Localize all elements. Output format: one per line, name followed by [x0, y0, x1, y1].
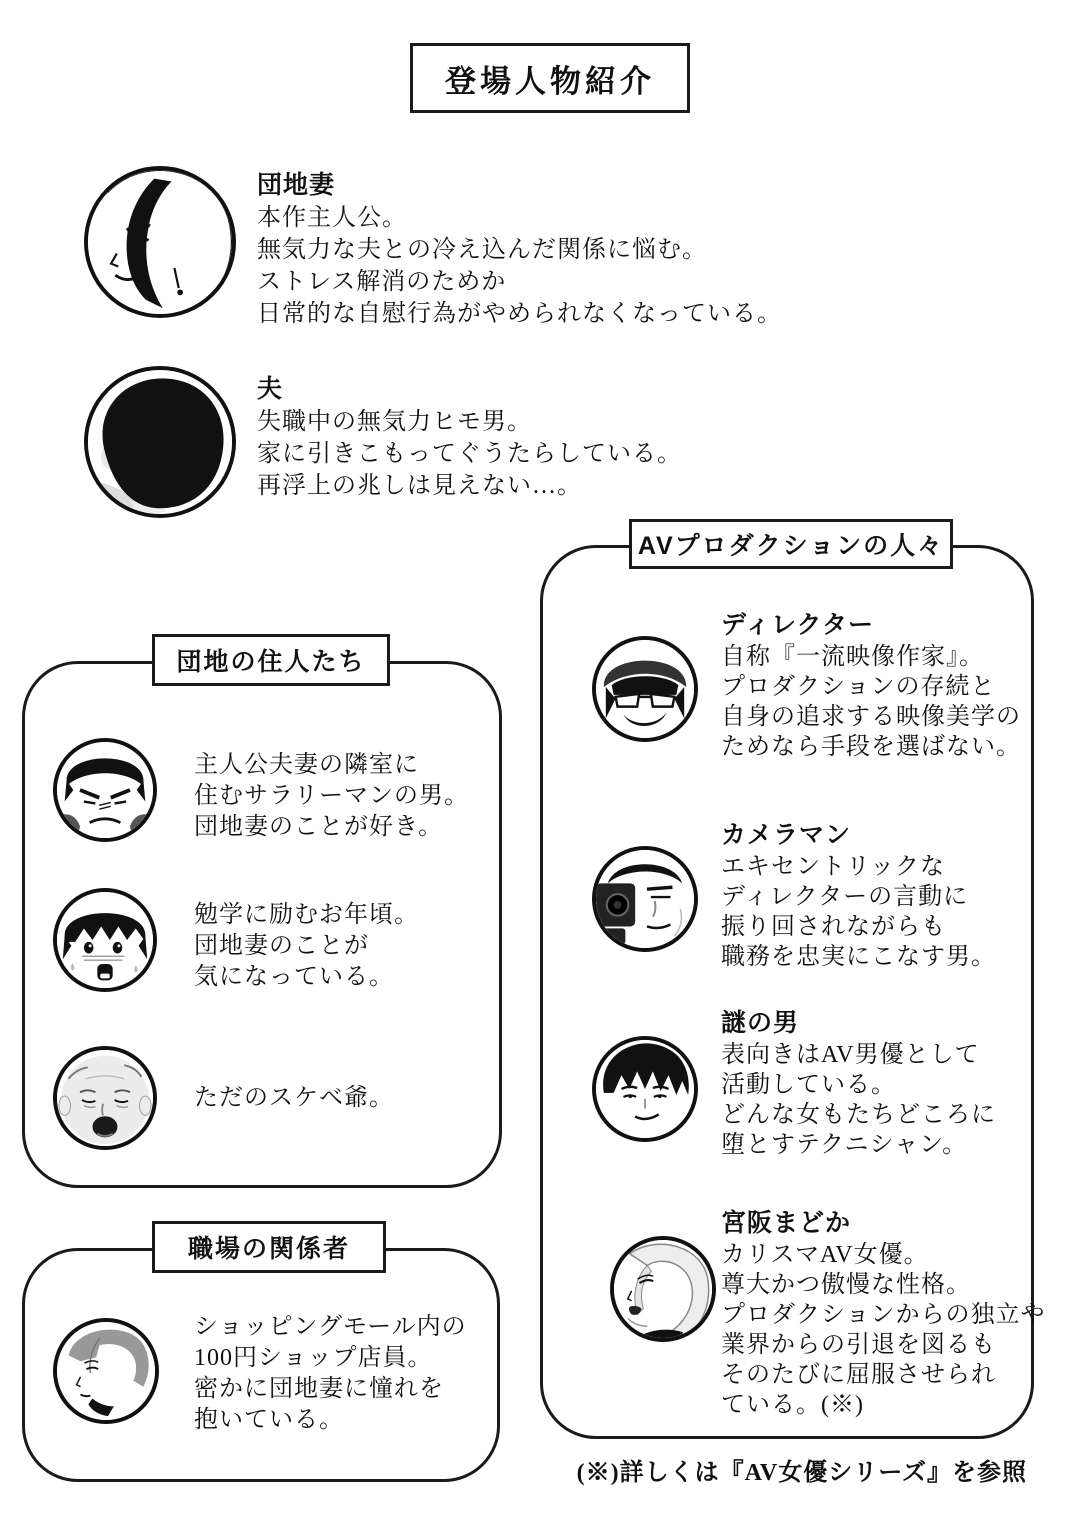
character-name: 団地妻	[257, 171, 336, 199]
description-line: 団地妻のことが好き。	[194, 814, 444, 840]
husband-avatar	[84, 366, 236, 518]
schoolboy-avatar	[53, 888, 157, 992]
cameraman-avatar	[592, 846, 698, 952]
madoka-description	[721, 1206, 1046, 1420]
old-man-avatar	[53, 1046, 157, 1150]
description-line: カリスマAV女優。	[721, 1242, 929, 1268]
director-avatar	[592, 636, 698, 742]
old-man-description	[194, 1083, 394, 1114]
description-line: プロダクションからの独立や	[721, 1302, 1046, 1328]
description-line: 家に引きこもってぐうたらしている。	[257, 441, 682, 467]
description-line: 気になっている。	[194, 964, 394, 990]
schoolboy-description	[194, 900, 419, 993]
description-line: 抱いている。	[194, 1407, 344, 1433]
description-line: 表向きはAV男優として	[721, 1042, 980, 1068]
description-line: ている。(※)	[721, 1392, 864, 1418]
mystery-man-portrait-icon	[596, 1040, 694, 1138]
salaryman-portrait-icon	[57, 742, 153, 838]
character-name: 夫	[257, 375, 284, 403]
husband-portrait-icon	[88, 370, 232, 514]
description-line: 再浮上の兆しは見えない…。	[257, 473, 582, 499]
description-line: プロダクションの存続と	[721, 674, 996, 700]
description-line: そのたびに屈服させられ	[721, 1362, 996, 1388]
description-line: ストレス解消のためか	[257, 269, 507, 295]
mystery-man-avatar	[592, 1036, 698, 1142]
character-name: ディレクター	[721, 611, 875, 639]
cameraman-description	[721, 818, 996, 972]
section-title: AVプロダクションの人々	[637, 532, 945, 560]
section-title: 職場の関係者	[187, 1235, 350, 1263]
page-title: 登場人物紹介	[445, 63, 655, 99]
description-line: 日常的な自慰行為がやめられなくなっている。	[257, 301, 782, 327]
husband-description	[257, 372, 682, 502]
salaryman-description	[194, 750, 469, 843]
description-line: 住むサラリーマンの男。	[194, 783, 469, 809]
character-name: 謎の男	[721, 1009, 800, 1037]
character-name: カメラマン	[721, 821, 852, 849]
description-line: ためなら手段を選ばない。	[721, 734, 1021, 760]
description-line: 勉学に励むお年頃。	[194, 902, 419, 928]
description-line: 主人公夫妻の隣室に	[194, 752, 419, 778]
madoka-avatar	[610, 1236, 716, 1342]
description-line: 自身の追求する映像美学の	[721, 704, 1021, 730]
description-line: 失職中の無気力ヒモ男。	[257, 409, 532, 435]
description-line: 活動している。	[721, 1072, 896, 1098]
cameraman-portrait-icon	[596, 850, 694, 948]
mystery-man-description	[721, 1006, 996, 1160]
workplace-header	[152, 1221, 386, 1273]
description-line: ショッピングモール内の	[194, 1314, 467, 1340]
description-line: 本作主人公。	[257, 205, 407, 231]
description-line: ただのスケベ爺。	[194, 1085, 394, 1111]
salaryman-avatar	[53, 738, 157, 842]
section-title: 団地の住人たち	[176, 648, 366, 676]
description-line: 無気力な夫との冷え込んだ関係に悩む。	[257, 237, 707, 263]
wife-portrait-icon	[88, 170, 232, 314]
wife-avatar	[84, 166, 236, 318]
description-line: エキセントリックな	[721, 854, 946, 880]
page-title-box	[410, 43, 690, 113]
residents-header	[152, 634, 390, 686]
wife-description	[257, 168, 782, 330]
description-line: 100円ショップ店員。	[194, 1345, 433, 1371]
description-line: どんな女もたちどころに	[721, 1102, 996, 1128]
director-portrait-icon	[596, 640, 694, 738]
clerk-portrait-icon	[57, 1322, 155, 1420]
old-man-portrait-icon	[57, 1050, 153, 1146]
description-line: 密かに団地妻に憧れを	[194, 1376, 444, 1402]
description-line: 振り回されながらも	[721, 914, 946, 940]
madoka-portrait-icon	[614, 1240, 712, 1338]
description-line: 職務を忠実にこなす男。	[721, 944, 996, 970]
director-description	[721, 608, 1021, 762]
description-line: 尊大かつ傲慢な性格。	[721, 1272, 971, 1298]
description-line: ディレクターの言動に	[721, 884, 969, 910]
av-production-header	[629, 519, 953, 569]
footer-note: (※)詳しくは『AV女優シリーズ』を参照	[576, 1460, 1027, 1486]
description-line: 堕とすテクニシャン。	[721, 1132, 968, 1158]
schoolboy-portrait-icon	[57, 892, 153, 988]
description-line: 団地妻のことが	[194, 933, 369, 959]
clerk-description	[194, 1312, 467, 1436]
description-line: 業界からの引退を図るも	[721, 1332, 996, 1358]
character-name: 宮阪まどか	[721, 1209, 852, 1237]
description-line: 自称『一流映像作家』。	[721, 644, 984, 670]
clerk-avatar	[53, 1318, 159, 1424]
